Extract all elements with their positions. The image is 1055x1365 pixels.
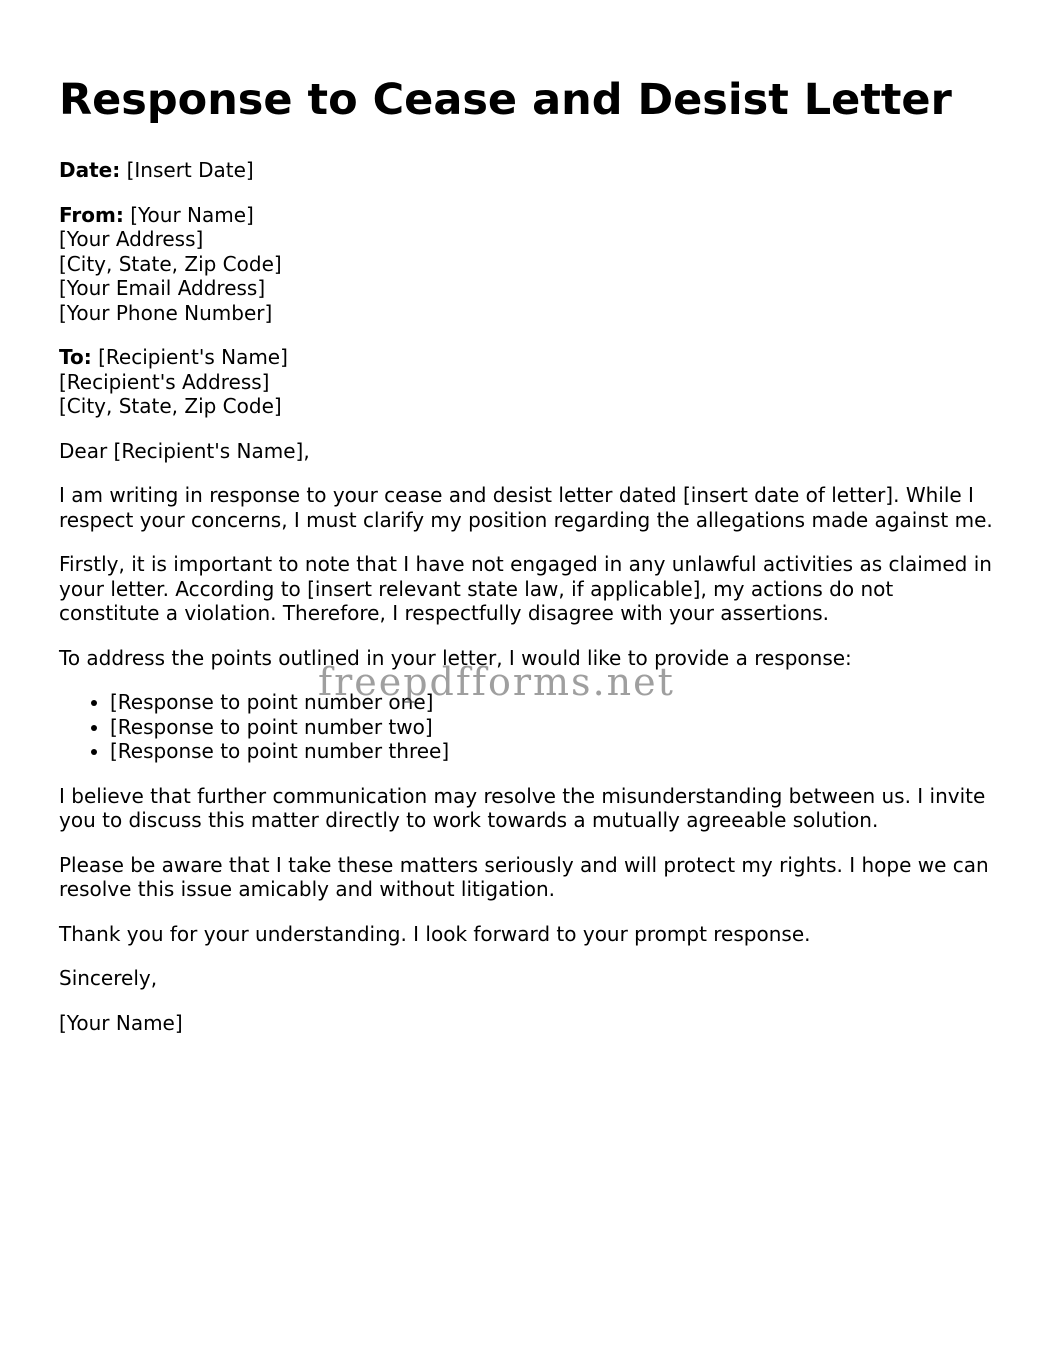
signature: [Your Name] xyxy=(59,1010,183,1035)
letter-document xyxy=(59,70,999,1055)
paragraph-intro: I am writing in response to your cease and desist letter dated [insert date of letter]. While I respect your concerns, I must clarify my position regarding the allegations made against me. xyxy=(59,483,993,532)
sender-city-state-zip: [City, State, Zip Code] xyxy=(59,251,282,276)
to-label: To: xyxy=(59,345,92,369)
page-title: Response to Cease and Desist Letter xyxy=(59,75,952,125)
paragraph-rights: Please be aware that I take these matters seriously and will protect my rights. I hope we can resolve this issue amicably and without litigation. xyxy=(59,852,989,901)
salutation: Dear [Recipient's Name], xyxy=(59,438,310,463)
recipient-address: [Recipient's Address] xyxy=(59,369,270,394)
paragraph-thanks: Thank you for your understanding. I look forward to your prompt response. xyxy=(59,921,811,946)
sender-email: [Your Email Address] xyxy=(59,276,266,300)
sender-address: [Your Address] xyxy=(59,227,204,251)
list-item: • [Response to point number one] xyxy=(110,690,999,715)
from-label: From: xyxy=(59,202,124,227)
recipient-block xyxy=(59,345,999,419)
sender-phone: [Your Phone Number] xyxy=(59,300,273,325)
recipient-name: [Recipient's Name] xyxy=(98,345,288,369)
sender-block xyxy=(59,203,999,326)
paragraph-position: Firstly, it is important to note that I have not engaged in any unlawful activities as claimed in your letter. According to [insert relevant state law, if applicable], my actions do not constitute a violation. Therefore, I respectfully disagree with your assertions. xyxy=(59,552,992,625)
date-value: [Insert Date] xyxy=(126,158,254,182)
date-line xyxy=(59,158,999,183)
list-item: • [Response to point number three] xyxy=(110,739,999,764)
response-points-list xyxy=(59,690,999,764)
recipient-city-state-zip: [City, State, Zip Code] xyxy=(59,394,282,418)
closing: Sincerely, xyxy=(59,966,158,990)
sender-name: [Your Name] xyxy=(130,202,254,227)
list-item: • [Response to point number two] xyxy=(110,715,999,740)
paragraph-points-intro: To address the points outlined in your letter, I would like to provide a response: xyxy=(59,645,852,670)
date-label: Date: xyxy=(59,158,121,182)
paragraph-communication: I believe that further communication may resolve the misunderstanding between us. I invite you to discuss this matter directly to work towards a mutually agreeable solution. xyxy=(59,783,986,832)
watermark: freepdfforms.net xyxy=(318,660,675,704)
